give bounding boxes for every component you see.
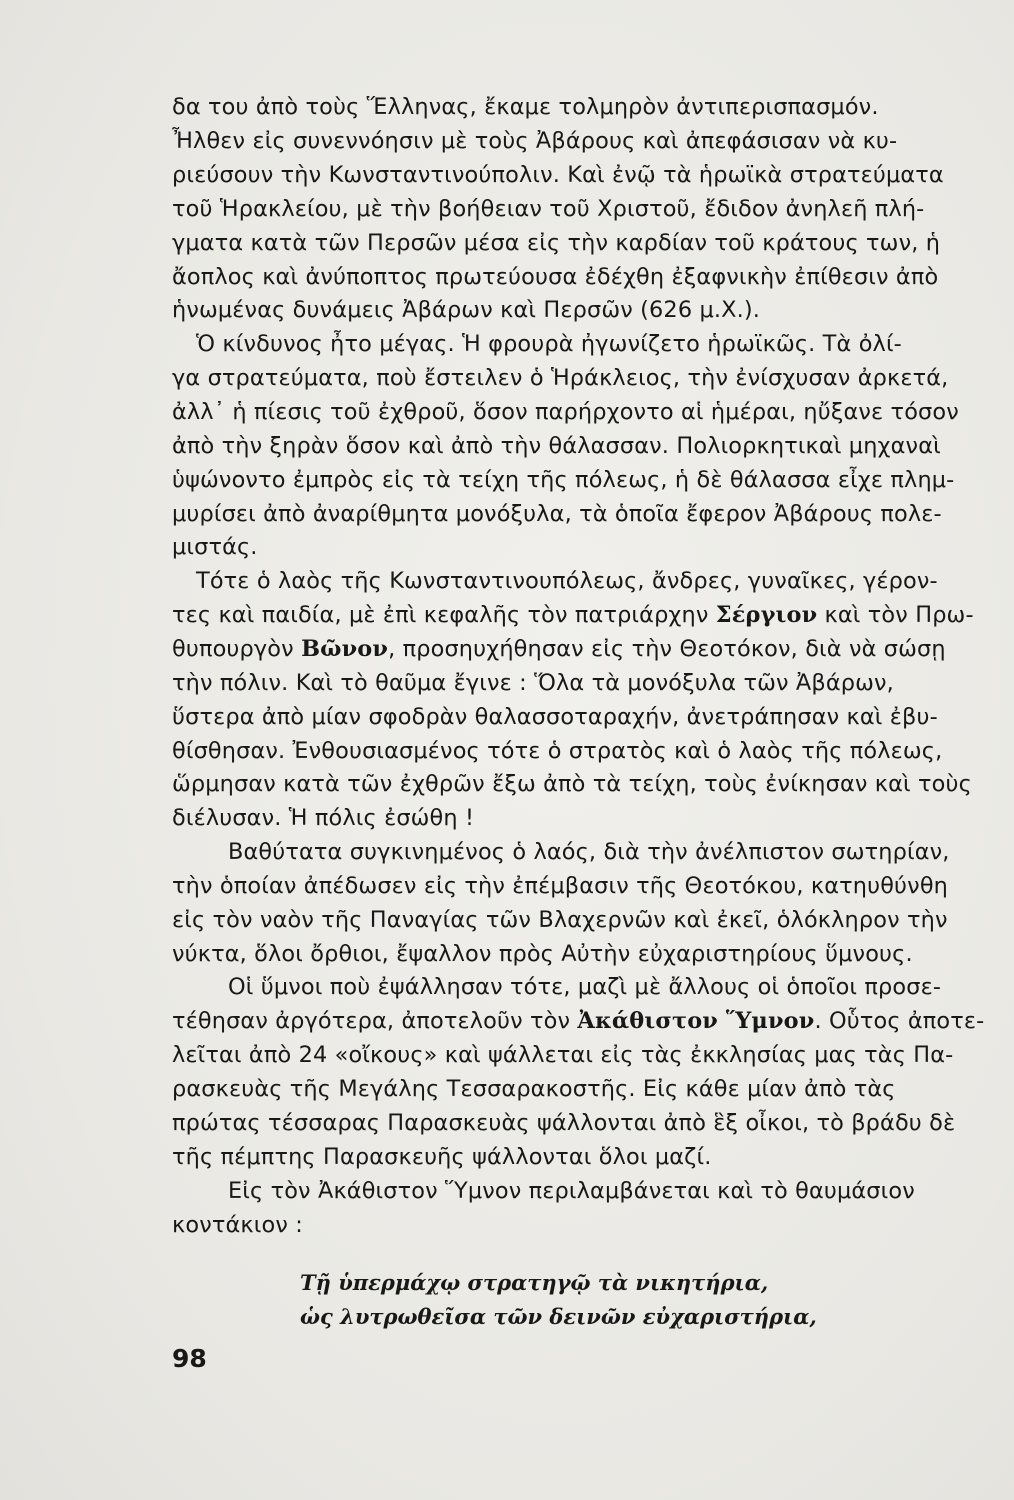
text-line: ριεύσουν τὴν Κωνσταντινούπολιν. Καὶ ἐνῷ τὰ ἡρωϊκὰ στρατεύματα xyxy=(172,162,944,188)
text-line: Ἦλθεν εἰς συνεννόησιν μὲ τοὺς Ἀβάρους καὶ ἀπεφάσισαν νὰ κυ- xyxy=(172,128,898,154)
text-line: λεῖται ἀπὸ 24 «οἴκους» καὶ ψάλλεται εἰς τὰς ἐκκλησίας μας τὰς Πα- xyxy=(172,1042,954,1068)
text-line: τὴν ὁποίαν ἀπέδωσεν εἰς τὴν ἐπέμβασιν τῆς Θεοτόκου, κατηυθύνθη xyxy=(172,873,949,899)
emphasized-name: Ἀκάθιστον Ὕμνον xyxy=(577,1008,815,1034)
text-line: Βαθύτατα συγκινημένος ὁ λαός, διὰ τὴν ἀνέλπιστον σωτηρίαν, xyxy=(228,839,950,865)
text-line: θυπουργὸν Βῶνον, προσηυχήθησαν εἰς τὴν Θεοτόκον, διὰ νὰ σώσῃ xyxy=(172,636,946,662)
text-line: ἀπὸ τὴν ξηρὰν ὅσον καὶ ἀπὸ τὴν θάλασσαν. Πολιορκητικαὶ μηχαναὶ xyxy=(172,433,941,459)
text-line: τέθησαν ἀργότερα, ἀποτελοῦν τὸν Ἀκάθιστον Ὕμνον. Οὗτος ἀποτε- xyxy=(172,1008,985,1034)
text-line: εἰς τὸν ναὸν τῆς Παναγίας τῶν Βλαχερνῶν καὶ ἐκεῖ, ὁλόκληρον τὴν xyxy=(172,907,948,933)
text-line: κοντάκιον : xyxy=(172,1212,303,1238)
text-line: Εἰς τὸν Ἀκάθιστον Ὕμνον περιλαμβάνεται καὶ τὸ θαυμάσιον xyxy=(228,1178,915,1204)
text-line: θίσθησαν. Ἐνθουσιασμένος τότε ὁ στρατὸς καὶ ὁ λαὸς τῆς πόλεως, xyxy=(172,738,943,764)
text-line: τοῦ Ἡρακλείου, μὲ τὴν βοήθειαν τοῦ Χριστοῦ, ἔδιδον ἀνηλεῆ πλή- xyxy=(172,196,925,222)
emphasized-name: Βῶνον xyxy=(301,636,389,662)
text-line: ὑψώνοντο ἐμπρὸς εἰς τὰ τείχη τῆς πόλεως, ἡ δὲ θάλασσα εἶχε πλημ- xyxy=(172,467,955,493)
emphasized-name: Σέργιον xyxy=(715,602,818,628)
text-line: τὴν πόλιν. Καὶ τὸ θαῦμα ἔγινε : Ὅλα τὰ μονόξυλα τῶν Ἀβάρων, xyxy=(172,670,894,696)
text-line: νύκτα, ὅλοι ὄρθιοι, ἔψαλλον πρὸς Αὐτὴν εὐχαριστηρίους ὕμνους. xyxy=(172,941,913,967)
text-line: διέλυσαν. Ἡ πόλις ἐσώθη ! xyxy=(172,805,475,831)
text-line: πρώτας τέσσαρας Παρασκευὰς ψάλλονται ἀπὸ ἓξ οἶκοι, τὸ βράδυ δὲ xyxy=(172,1110,956,1136)
text-line: γματα κατὰ τῶν Περσῶν μέσα εἰς τὴν καρδίαν τοῦ κράτους των, ἡ xyxy=(172,230,941,256)
text-line: μιστάς. xyxy=(172,534,258,560)
text-line: ἄοπλος καὶ ἀνύποπτος πρωτεύουσα ἐδέχθη ἐξαφνικὴν ἐπίθεσιν ἀπὸ xyxy=(172,264,939,290)
hymn-verse-line: ὡς λυτρωθεῖσα τῶν δεινῶν εὐχαριστήρια, xyxy=(300,1304,817,1329)
text-line: Τότε ὁ λαὸς τῆς Κωνσταντινουπόλεως, ἄνδρες, γυναῖκες, γέρον- xyxy=(196,568,938,594)
text-line: μυρίσει ἀπὸ ἀναρίθμητα μονόξυλα, τὰ ὁποῖα ἔφερον Ἀβάρους πολε- xyxy=(172,501,942,527)
text-line: ἀλλ᾽ ἡ πίεσις τοῦ ἐχθροῦ, ὅσον παρήρχοντο αἱ ἡμέραι, ηὔξανε τόσον xyxy=(172,399,959,425)
text-line: τῆς πέμπτης Παρασκευῆς ψάλλονται ὅλοι μαζί. xyxy=(172,1144,712,1170)
text-line: τες καὶ παιδία, μὲ ἐπὶ κεφαλῆς τὸν πατριάρχην Σέργιον καὶ τὸν Πρω- xyxy=(172,602,974,628)
text-line: ρασκευὰς τῆς Μεγάλης Τεσσαρακοστῆς. Εἰς κάθε μίαν ἀπὸ τὰς xyxy=(172,1076,896,1102)
text-line: Ὁ κίνδυνος ἦτο μέγας. Ἡ φρουρὰ ἠγωνίζετο ἡρωϊκῶς. Τὰ ὀλί- xyxy=(196,331,902,357)
text-line: δα του ἀπὸ τοὺς Ἕλληνας, ἔκαμε τολμηρὸν ἀντιπερισπασμόν. xyxy=(172,94,879,120)
page-number: 98 xyxy=(172,1344,207,1373)
text-line: γα στρατεύματα, ποὺ ἔστειλεν ὁ Ἡράκλειος, τὴν ἐνίσχυσαν ἀρκετά, xyxy=(172,365,949,391)
text-line: Οἱ ὕμνοι ποὺ ἐψάλλησαν τότε, μαζὶ μὲ ἄλλους οἱ ὁποῖοι προσε- xyxy=(228,974,942,1000)
text-line: ἡνωμένας δυνάμεις Ἀβάρων καὶ Περσῶν (626 μ.Χ.). xyxy=(172,297,761,323)
text-line: ὕστερα ἀπὸ μίαν σφοδρὰν θαλασσοταραχήν, ἀνετράπησαν καὶ ἐβυ- xyxy=(172,704,938,730)
hymn-verse-line: Τῇ ὑπερμάχῳ στρατηγῷ τὰ νικητήρια, xyxy=(300,1270,769,1295)
text-line: ὥρμησαν κατὰ τῶν ἐχθρῶν ἔξω ἀπὸ τὰ τείχη, τοὺς ἐνίκησαν καὶ τοὺς xyxy=(172,771,972,797)
